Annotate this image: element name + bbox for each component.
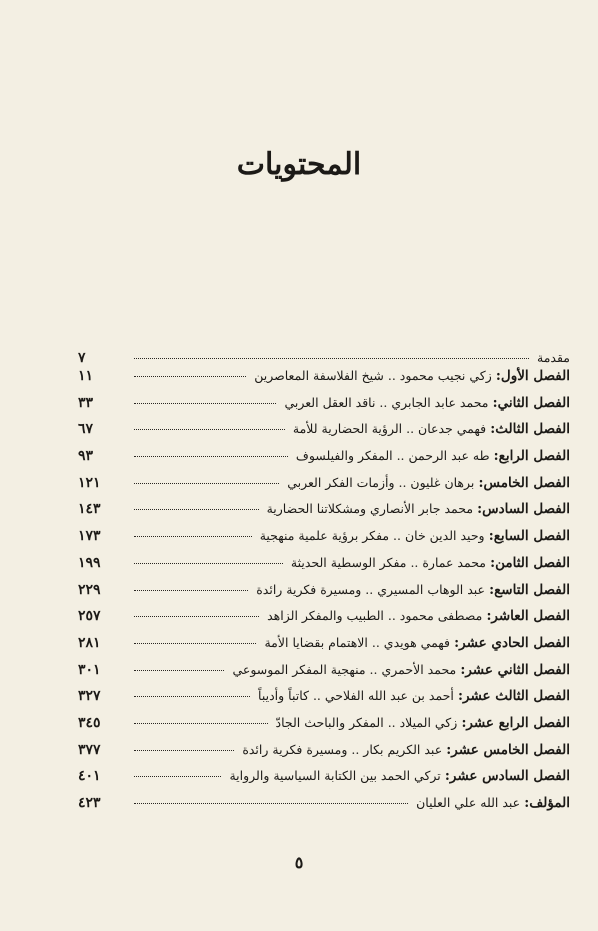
toc-page-number: ١٧٣ [78, 528, 101, 545]
toc-entry-title: زكي نجيب محمود .. شيخ الفلاسفة المعاصرين [254, 368, 492, 383]
toc-entry-text [284, 395, 570, 411]
toc-entry-title: مصطفى محمود .. الطبيب والمفكر الزاهد [267, 608, 483, 624]
toc-entry-text [256, 582, 570, 598]
toc-entry-text [258, 688, 570, 704]
toc-chapter-label: الفصل الأول: [495, 368, 570, 384]
toc-chapter-label: الفصل الخامس عشر: [446, 741, 570, 758]
toc-entry-text [293, 421, 570, 437]
toc-entry-title: طه عبد الرحمن .. المفكر والفيلسوف [295, 448, 490, 464]
toc-entry [78, 742, 570, 769]
toc-chapter-label: الفصل السادس: [477, 501, 570, 518]
dot-leader [134, 670, 224, 671]
dot-leader [134, 616, 259, 617]
toc-page-number: ٤٠١ [78, 768, 101, 785]
dot-leader [134, 696, 250, 697]
toc-page-number: ٢٨١ [78, 634, 101, 651]
dot-leader [134, 803, 408, 804]
toc-entry [78, 688, 570, 715]
toc-chapter-label: الفصل الثامن: [490, 554, 570, 571]
toc-entry-title: برهان غليون .. وأزمات الفكر العربي [287, 474, 475, 490]
toc-entry-text [242, 742, 570, 758]
dot-leader [134, 563, 283, 564]
toc-entry [78, 395, 570, 422]
toc-entry [78, 501, 570, 528]
dot-leader [134, 536, 252, 537]
toc-page-number: ٤٢٣ [78, 795, 101, 811]
toc-page-number: ٦٧ [78, 421, 94, 438]
toc-page-number: ١٢١ [78, 474, 101, 491]
toc-entry-title: وحيد الدين خان .. مفكر برؤية علمية منهجية [259, 528, 485, 544]
toc-entry [78, 582, 570, 609]
toc-entry-title: زكي الميلاد .. المفكر والباحث الجادّ [275, 714, 458, 730]
toc-entry-text [296, 448, 570, 464]
toc-chapter-label: الفصل الثاني: [492, 394, 570, 411]
dot-leader [134, 590, 248, 591]
toc-page-number: ١٤٣ [78, 501, 101, 518]
toc-chapter-label: الفصل الرابع عشر: [461, 714, 570, 731]
dot-leader [134, 358, 529, 359]
toc-page-number: ٩٣ [78, 448, 94, 465]
toc-chapter-label: المؤلف: [524, 795, 570, 811]
toc-entry-text [260, 528, 570, 544]
toc-page-number: ٣٢٧ [78, 688, 101, 705]
toc-page-number: ٣٠١ [78, 661, 101, 678]
toc-entry [78, 421, 570, 448]
dot-leader [134, 723, 268, 724]
toc-chapter-label: الفصل التاسع: [489, 581, 570, 598]
dot-leader [134, 429, 285, 430]
toc-page-number: ٣٤٥ [78, 714, 101, 731]
toc-entry-title: محمد عمارة .. مفكر الوسطية الحديثة [290, 554, 486, 570]
table-of-contents [78, 350, 570, 822]
toc-page-number: ٢٥٧ [78, 608, 101, 625]
toc-entry-title: فهمي جدعان .. الرؤية الحضارية للأمة [292, 421, 487, 437]
toc-entry-text [232, 662, 570, 678]
dot-leader [134, 403, 276, 404]
toc-entry-title: تركي الحمد بين الكتابة السياسية والرواية [229, 768, 441, 784]
toc-entry-title: أحمد بن عبد الله الفلاحي .. كاتباً وأديباً [258, 688, 454, 704]
toc-chapter-label: الفصل الحادي عشر: [454, 634, 570, 651]
toc-chapter-label: الفصل الرابع: [493, 448, 570, 465]
toc-entry-text [537, 350, 570, 366]
dot-leader [134, 509, 259, 510]
toc-entry [78, 528, 570, 555]
toc-chapter-label: الفصل الثالث: [490, 421, 570, 438]
toc-page-number: ١٩٩ [78, 554, 101, 571]
toc-entry [78, 768, 570, 795]
toc-entry-text [267, 501, 570, 517]
toc-entry-title: عبد الوهاب المسيري .. ومسيرة فكرية رائدة [256, 581, 485, 597]
toc-entry-text [264, 635, 570, 651]
toc-page-number: ٢٢٩ [78, 581, 101, 598]
toc-entry-title: مقدمة [537, 350, 570, 365]
dot-leader [134, 776, 221, 777]
toc-entry-title: محمد الأحمري .. منهجية المفكر الموسوعي [232, 661, 457, 677]
toc-page-number: ١١ [78, 368, 94, 384]
toc-entry-title: محمد جابر الأنصاري ومشكلاتنا الحضارية [266, 501, 474, 517]
toc-entry-title: محمد عابد الجابري .. ناقد العقل العربي [284, 394, 489, 410]
toc-entry-text [276, 715, 570, 731]
toc-page-number: ٣٧٧ [78, 741, 101, 758]
toc-entry [78, 368, 570, 395]
toc-chapter-label: الفصل السادس عشر: [444, 768, 570, 785]
toc-chapter-label: الفصل الثاني عشر: [460, 661, 570, 678]
toc-chapter-label: الفصل السابع: [488, 528, 570, 545]
dot-leader [134, 483, 279, 484]
toc-entry-text [254, 368, 570, 384]
dot-leader [134, 750, 234, 751]
toc-entry [78, 795, 570, 822]
toc-entry [78, 448, 570, 475]
toc-entry [78, 555, 570, 582]
toc-entry-text [416, 795, 570, 811]
toc-entry-title: فهمي هويدي .. الاهتمام بقضايا الأمة [264, 634, 451, 650]
toc-entry [78, 635, 570, 662]
toc-entry [78, 715, 570, 742]
toc-entry-text [229, 768, 570, 784]
toc-entry-text [267, 608, 570, 624]
toc-entry-title: عبد الكريم بكار .. ومسيرة فكرية رائدة [242, 741, 443, 757]
dot-leader [134, 456, 288, 457]
toc-chapter-label: الفصل العاشر: [486, 608, 570, 625]
page-number-footer: ٥ [294, 853, 304, 872]
toc-entry [78, 608, 570, 635]
toc-entry [78, 475, 570, 502]
toc-entry-text [287, 475, 570, 491]
dot-leader [134, 643, 256, 644]
toc-chapter-label: الفصل الثالث عشر: [458, 688, 570, 705]
toc-entry [78, 350, 570, 368]
toc-page-number: ٣٣ [78, 394, 94, 411]
toc-entry-title: عبد الله علي العليان [416, 795, 521, 810]
toc-entry-text [291, 555, 570, 571]
page-title: المحتويات [236, 147, 362, 182]
toc-chapter-label: الفصل الخامس: [478, 474, 570, 491]
dot-leader [134, 376, 246, 377]
toc-entry [78, 662, 570, 689]
toc-page-number: ٧ [78, 350, 86, 366]
